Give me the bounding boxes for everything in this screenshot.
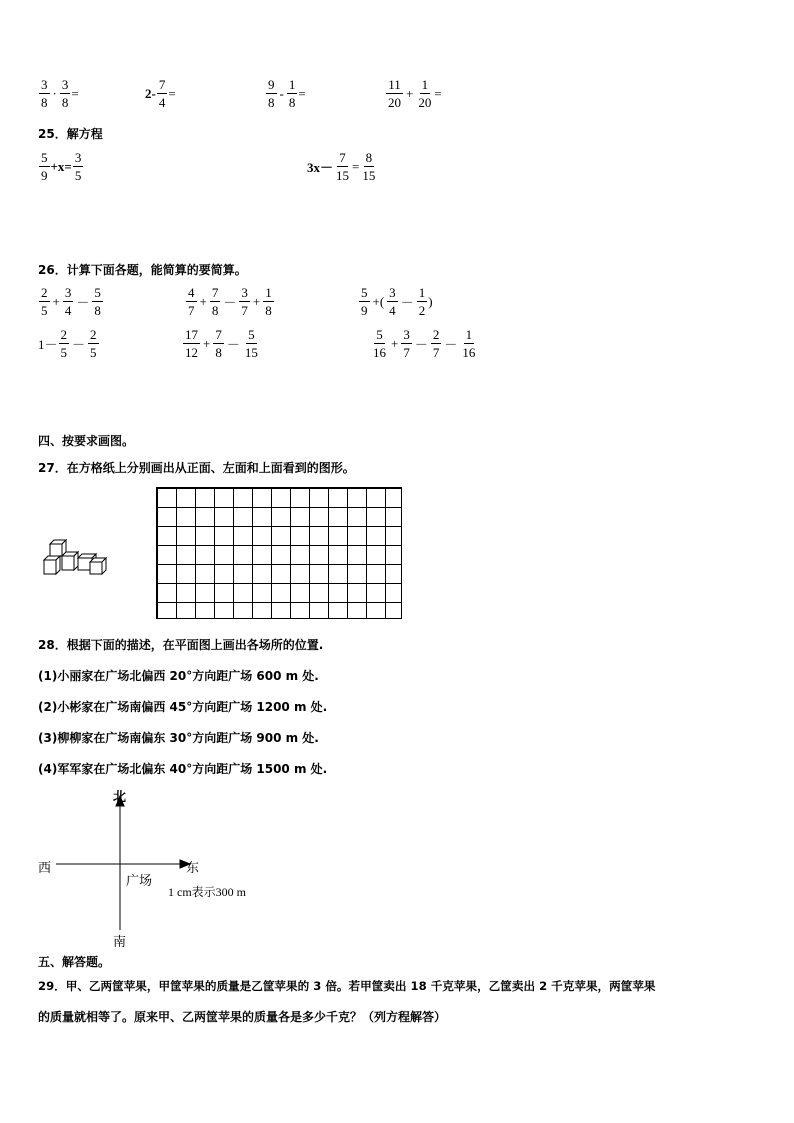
expr-24-4: $\frac{11}{20}$ + $\frac{1}{20}$ = [388,77,442,110]
grid-paper[interactable] [156,487,402,619]
fraction: $\frac{5}{9}$ [41,150,48,183]
north-label: 北 [113,789,127,804]
fraction: $\frac{11}{20}$ [388,77,401,110]
section-4-heading: 四、按要求画图。 [38,434,135,448]
fraction: $\frac{3}{5}$ [74,150,82,183]
south-label: 南 [113,934,127,949]
q26-title: 26．计算下面各题，能简算的要简算。 [38,263,247,277]
expr-26-4: 1－ $\frac{2}{5}$ － $\frac{2}{5}$ [38,327,97,360]
expr-26-3: $\frac{5}{9}$ +( $\frac{3}{4}$ － $\frac{1}{2}$ ) [361,285,433,318]
scale-label: 1 cm表示300 m [168,885,246,899]
equation-25-1: $\frac{5}{9}$ +x= $\frac{3}{5}$ [41,150,82,183]
expr-24-1: $\frac{3}{8}$ · $\frac{3}{8}$ = [41,77,79,110]
expr-26-6: $\frac{5}{16}$ + $\frac{3}{7}$ － $\frac{2}{7}$ － $\frac{1}{16}$ [373,327,476,360]
expr-26-5: $\frac{17}{12}$ + $\frac{7}{8}$ － $\frac{5}{15}$ [185,327,258,360]
q29-line-1: 29．甲、乙两筐苹果，甲筐苹果的质量是乙筐苹果的 3 倍。若甲筐卖出 18 千克苹果，乙筐卖出 2 千克苹果，两筐苹果 [38,979,656,993]
expr-26-1: $\frac{2}{5}$ + $\frac{3}{4}$ － $\frac{5}{8}$ [41,285,101,318]
fraction: $\frac{3}{8}$ [61,77,69,110]
compass-diagram[interactable] [30,784,280,949]
east-label: 东 [186,860,200,875]
plaza-label: 广场 [126,873,153,888]
expr-26-2: $\frac{4}{7}$ + $\frac{7}{8}$ － $\frac{3}{7}$ + $\frac{1}{8}$ [188,285,272,318]
fraction: $\frac{7}{4}$ [158,77,166,110]
fraction: $\frac{8}{15}$ [362,150,376,183]
equation-25-2: 3x－ $\frac{7}{15}$ = $\frac{8}{15}$ [307,150,376,183]
q28-item-4: (4)军军家在广场北偏东 40°方向距广场 1500 m 处. [38,762,328,776]
q28-item-1: (1)小丽家在广场北偏西 20°方向距广场 600 m 处. [38,669,319,683]
fraction: $\frac{1}{20}$ [418,77,432,110]
section-5-heading: 五、解答题。 [38,955,111,969]
q25-title: 25．解方程 [38,127,103,141]
cube-stack-figure [40,536,120,578]
q27-text: 27．在方格纸上分别画出从正面、左面和上面看到的图形。 [38,461,355,475]
fraction: $\frac{3}{8}$ [41,77,48,110]
q29-line-2: 的质量就相等了。原来甲、乙两筐苹果的质量各是多少千克？（列方程解答） [38,1010,447,1024]
fraction: $\frac{9}{8}$ [268,77,275,110]
fraction: $\frac{7}{15}$ [336,150,350,183]
fraction: $\frac{1}{8}$ [288,77,296,110]
q28-title: 28．根据下面的描述，在平面图上画出各场所的位置. [38,638,324,652]
q28-item-2: (2)小彬家在广场南偏西 45°方向距广场 1200 m 处. [38,700,328,714]
expr-24-3: $\frac{9}{8}$ - $\frac{1}{8}$ = [268,77,306,110]
west-label: 西 [38,860,52,875]
q28-item-3: (3)柳柳家在广场南偏东 30°方向距广场 900 m 处. [38,731,319,745]
expr-24-2: 2- $\frac{7}{4}$ = [145,77,176,110]
